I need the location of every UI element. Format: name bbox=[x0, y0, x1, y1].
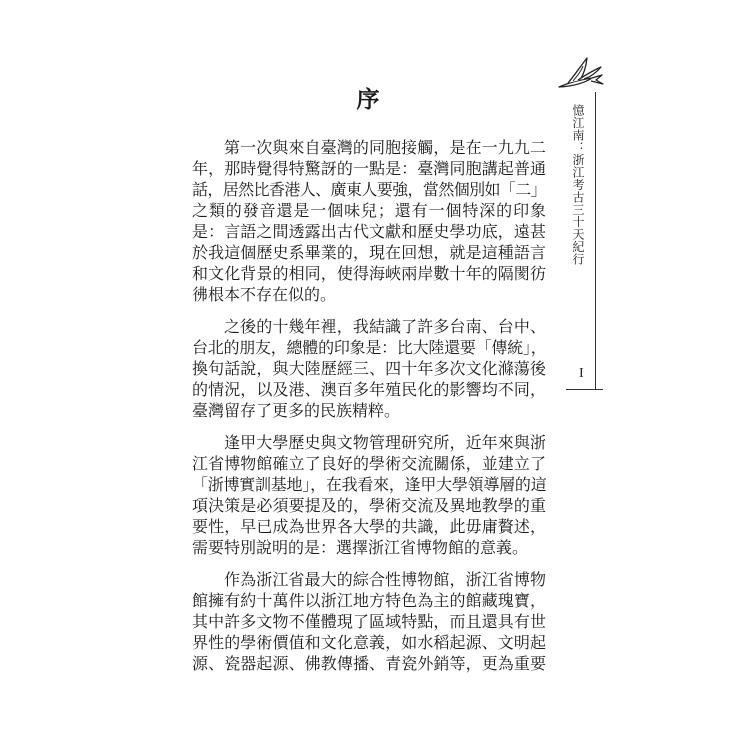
text-line: 換句話說，與大陸歷經三、四十年多次文化滌蕩後 bbox=[192, 359, 546, 378]
text-line: 要性，早已成為世界各大學的共識，此毋庸贅述， bbox=[192, 517, 546, 536]
text-line: 話，居然比香港人、廣東人要強，當然個別如「二」 bbox=[192, 180, 546, 199]
text-line: 第一次與來自臺灣的同胞接觸，是在一九九二 bbox=[224, 138, 546, 157]
text-line: 是：言語之間透露出古代文獻和歷史學功底，遠甚 bbox=[192, 222, 546, 241]
paragraph-1 bbox=[192, 137, 546, 305]
text-line: 「浙博實訓基地」，在我看來，逢甲大學領導層的這 bbox=[192, 475, 546, 494]
text-line: 之類的發音還是一個味兒；還有一個特深的印象 bbox=[192, 201, 546, 220]
page-title: 序 bbox=[356, 86, 380, 113]
text-line: 年，那時覺得特驚訝的一點是：臺灣同胞講起普通 bbox=[192, 159, 546, 178]
paragraph-2 bbox=[192, 316, 546, 421]
text-line: 源、瓷器起源、佛教傳播、青瓷外銷等，更為重要 bbox=[192, 654, 546, 673]
text-line: 其中許多文物不僅體現了區域特點，而且還具有世 bbox=[192, 612, 546, 631]
page-number: I bbox=[579, 366, 584, 381]
text-line: 之後的十幾年裡，我結識了許多台南、台中、 bbox=[224, 317, 546, 336]
text-line: 的情況，以及港、澳百多年殖民化的影響均不同， bbox=[192, 380, 546, 399]
running-head: 憶江南：浙江考古三十天紀行 bbox=[571, 104, 585, 266]
text-line: 逢甲大學歷史與文物管理研究所，近年來與浙 bbox=[224, 433, 546, 452]
vertical-rule bbox=[595, 92, 596, 389]
text-line: 臺灣留存了更多的民族精粹。 bbox=[192, 401, 401, 420]
swallow-bird-icon bbox=[556, 56, 604, 90]
text-line: 台北的朋友，總體的印象是：比大陸還要「傳統」， bbox=[192, 338, 546, 357]
text-line: 館擁有約十萬件以浙江地方特色為主的館藏瑰寶， bbox=[192, 591, 546, 610]
text-line: 項決策是必須要提及的，學術交流及異地教學的重 bbox=[192, 496, 546, 515]
text-line: 界性的學術價值和文化意義，如水稻起源、文明起 bbox=[192, 633, 546, 652]
paragraph-4 bbox=[192, 569, 546, 674]
text-line: 江省博物館確立了良好的學術交流關係，並建立了 bbox=[192, 454, 546, 473]
text-line: 需要特別說明的是：選擇浙江省博物館的意義。 bbox=[192, 538, 529, 557]
text-line: 和文化背景的相同，使得海峽兩岸數十年的隔閡彷 bbox=[192, 264, 546, 283]
body-text bbox=[192, 137, 546, 674]
page-number-rule bbox=[566, 389, 603, 390]
text-line: 彿根本不存在似的。 bbox=[192, 285, 337, 304]
paragraph-3 bbox=[192, 432, 546, 558]
text-line: 於我這個歷史系畢業的，現在回想，就是這種語言 bbox=[192, 243, 546, 262]
text-line: 作為浙江省最大的綜合性博物館，浙江省博物 bbox=[224, 570, 546, 589]
